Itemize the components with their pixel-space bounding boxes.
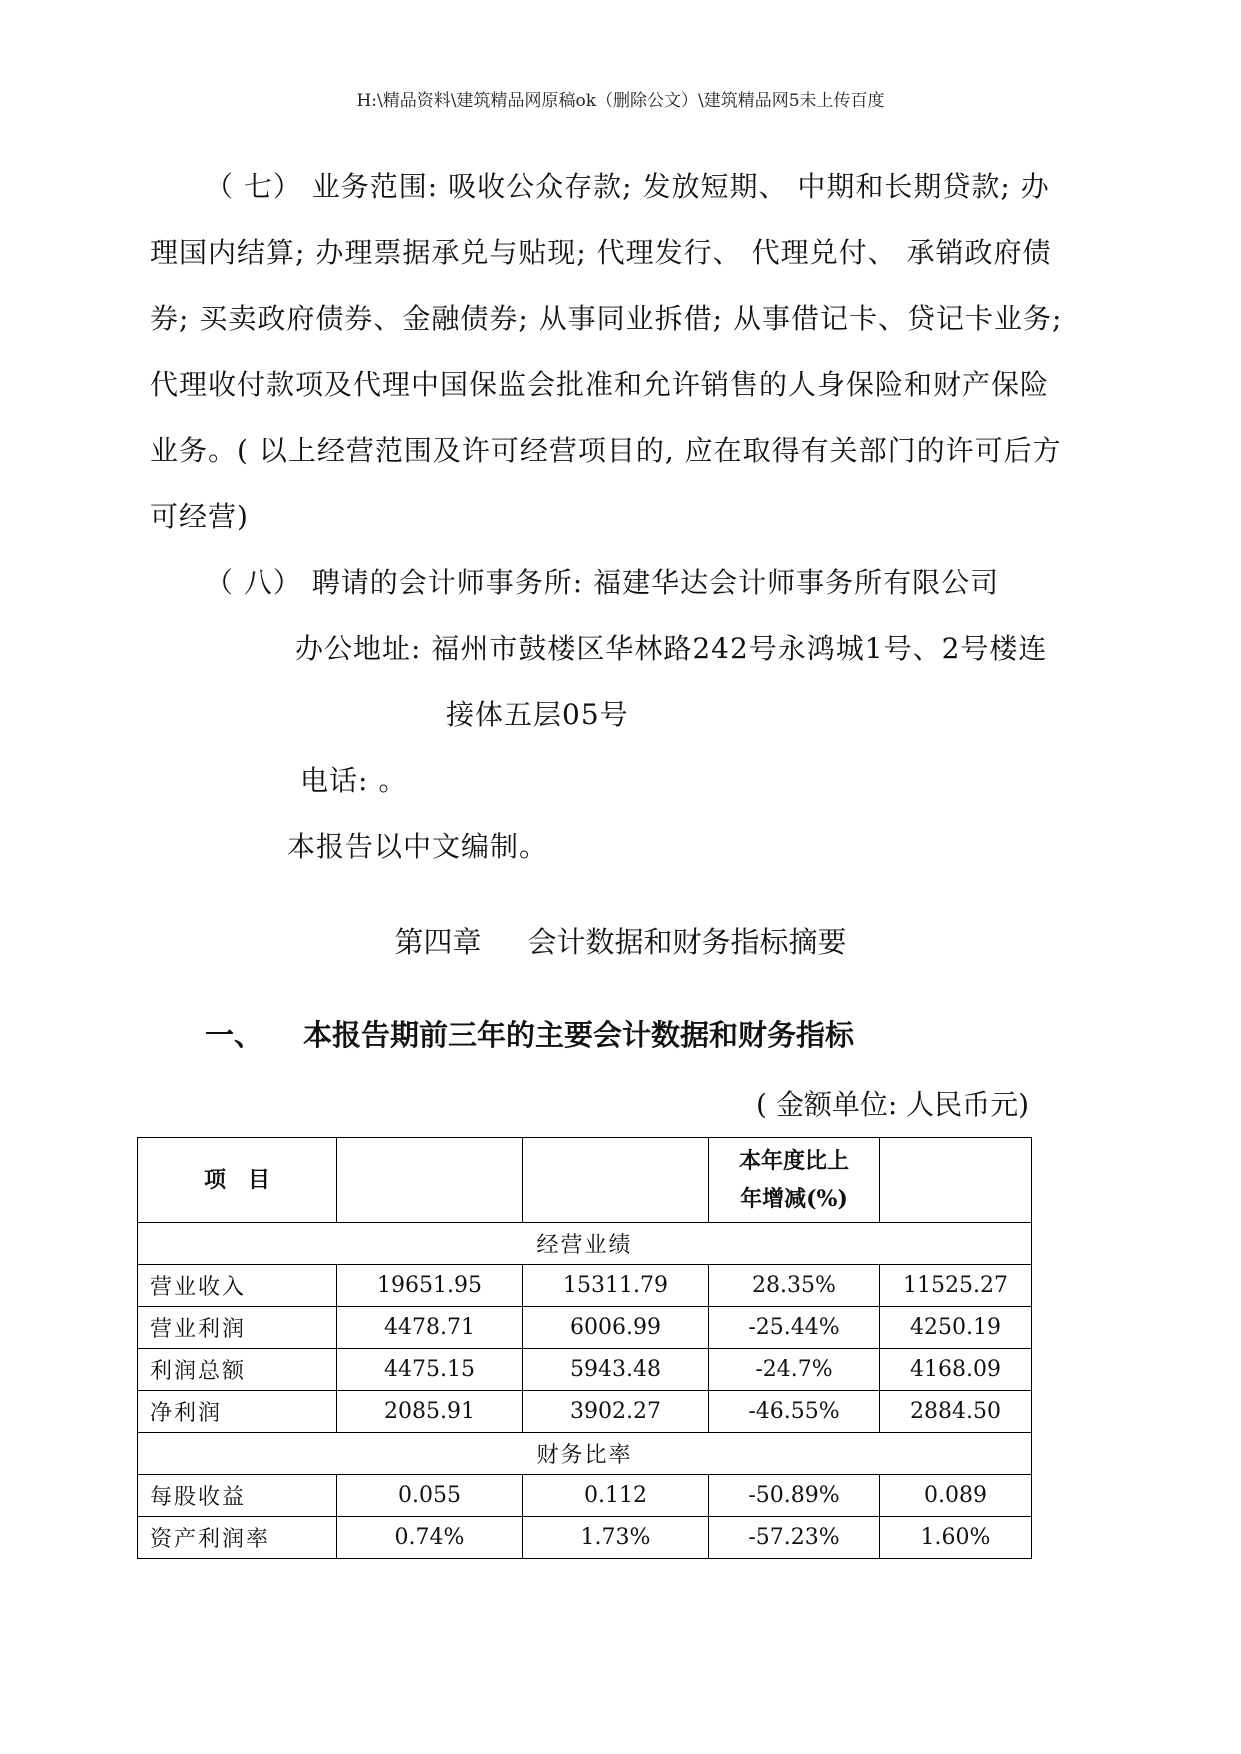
accountant-firm: （ 八） 聘请的会计师事务所: 福建华达会计师事务所有限公司 [205, 566, 1000, 599]
cell-value-4: 0.089 [880, 1475, 1032, 1517]
header-col-1 [337, 1138, 523, 1223]
chapter-heading [0, 920, 1241, 961]
business-scope-line-5: 业务。( 以上经营范围及许可经营项目的, 应在取得有关部门的许可后方 [150, 434, 1062, 467]
cell-value-4: 4250.19 [880, 1307, 1032, 1349]
table-header-row [138, 1138, 1032, 1223]
row-label: 利润总额 [138, 1349, 337, 1391]
business-scope-line-6: 可经营) [150, 500, 249, 533]
row-label: 资产利润率 [138, 1517, 337, 1559]
cell-value-2: 3902.27 [523, 1391, 709, 1433]
cell-value-1: 4475.15 [337, 1349, 523, 1391]
header-change-line-1: 本年度比上 [738, 1148, 849, 1174]
table-row [138, 1517, 1032, 1559]
chapter-number: 第四章 [394, 925, 482, 959]
phone-line: 电话: 。 [300, 764, 408, 797]
cell-value-2: 15311.79 [523, 1265, 709, 1307]
cell-value-2: 6006.99 [523, 1307, 709, 1349]
business-scope-line-2: 理国内结算; 办理票据承兑与贴现; 代理发行、 代理兑付、 承销政府债 [150, 236, 1052, 269]
row-label: 营业收入 [138, 1265, 337, 1307]
amount-unit-note: ( 金额单位: 人民币元) [756, 1088, 1030, 1121]
row-label: 每股收益 [138, 1475, 337, 1517]
table-row [138, 1307, 1032, 1349]
financial-summary-table [137, 1137, 1032, 1559]
row-label: 净利润 [138, 1391, 337, 1433]
cell-value-2: 0.112 [523, 1475, 709, 1517]
group-label: 财务比率 [138, 1433, 1032, 1475]
table-row [138, 1265, 1032, 1307]
language-note: 本报告以中文编制。 [287, 830, 549, 863]
group-row-ratios [138, 1433, 1032, 1475]
business-scope-line-3: 券; 买卖政府债券、金融债券; 从事同业拆借; 从事借记卡、贷记卡业务; [150, 302, 1063, 335]
file-path-header: H:\精品资料\建筑精品网原稿ok（删除公文）\建筑精品网5未上传百度 [356, 91, 885, 111]
cell-value-4: 11525.27 [880, 1265, 1032, 1307]
cell-value-1: 0.055 [337, 1475, 523, 1517]
table-row [138, 1391, 1032, 1433]
header-change-line-2: 年增减(%) [740, 1186, 848, 1212]
business-scope-line-4: 代理收付款项及代理中国保监会批准和允许销售的人身保险和财产保险 [150, 368, 1050, 401]
cell-value-4: 1.60% [880, 1517, 1032, 1559]
cell-value-1: 0.74% [337, 1517, 523, 1559]
table-row [138, 1475, 1032, 1517]
cell-change: -24.7% [709, 1349, 880, 1391]
section-title: 本报告期前三年的主要会计数据和财务指标 [303, 1018, 855, 1052]
office-address-line-1: 办公地址: 福州市鼓楼区华林路242号永鸿城1号、2号楼连 [295, 632, 1048, 665]
row-label: 营业利润 [138, 1307, 337, 1349]
group-label: 经营业绩 [138, 1223, 1032, 1265]
office-address-line-2: 接体五层05号 [446, 698, 629, 731]
header-col-2 [523, 1138, 709, 1223]
cell-value-4: 4168.09 [880, 1349, 1032, 1391]
table-row [138, 1349, 1032, 1391]
cell-change: -25.44% [709, 1307, 880, 1349]
cell-value-2: 1.73% [523, 1517, 709, 1559]
cell-value-2: 5943.48 [523, 1349, 709, 1391]
business-scope-line-1: （ 七） 业务范围: 吸收公众存款; 发放短期、 中期和长期贷款; 办 [205, 170, 1050, 203]
cell-change: -57.23% [709, 1517, 880, 1559]
cell-value-4: 2884.50 [880, 1391, 1032, 1433]
cell-change: -50.89% [709, 1475, 880, 1517]
header-col-4 [880, 1138, 1032, 1223]
cell-value-1: 4478.71 [337, 1307, 523, 1349]
header-change [709, 1138, 880, 1223]
header-item: 项 目 [138, 1138, 337, 1223]
cell-value-1: 2085.91 [337, 1391, 523, 1433]
cell-change: -46.55% [709, 1391, 880, 1433]
section-heading [205, 1013, 854, 1054]
group-row-operating [138, 1223, 1032, 1265]
cell-change: 28.35% [709, 1265, 880, 1307]
chapter-title: 会计数据和财务指标摘要 [527, 925, 847, 959]
section-number: 一、 [205, 1018, 264, 1052]
cell-value-1: 19651.95 [337, 1265, 523, 1307]
